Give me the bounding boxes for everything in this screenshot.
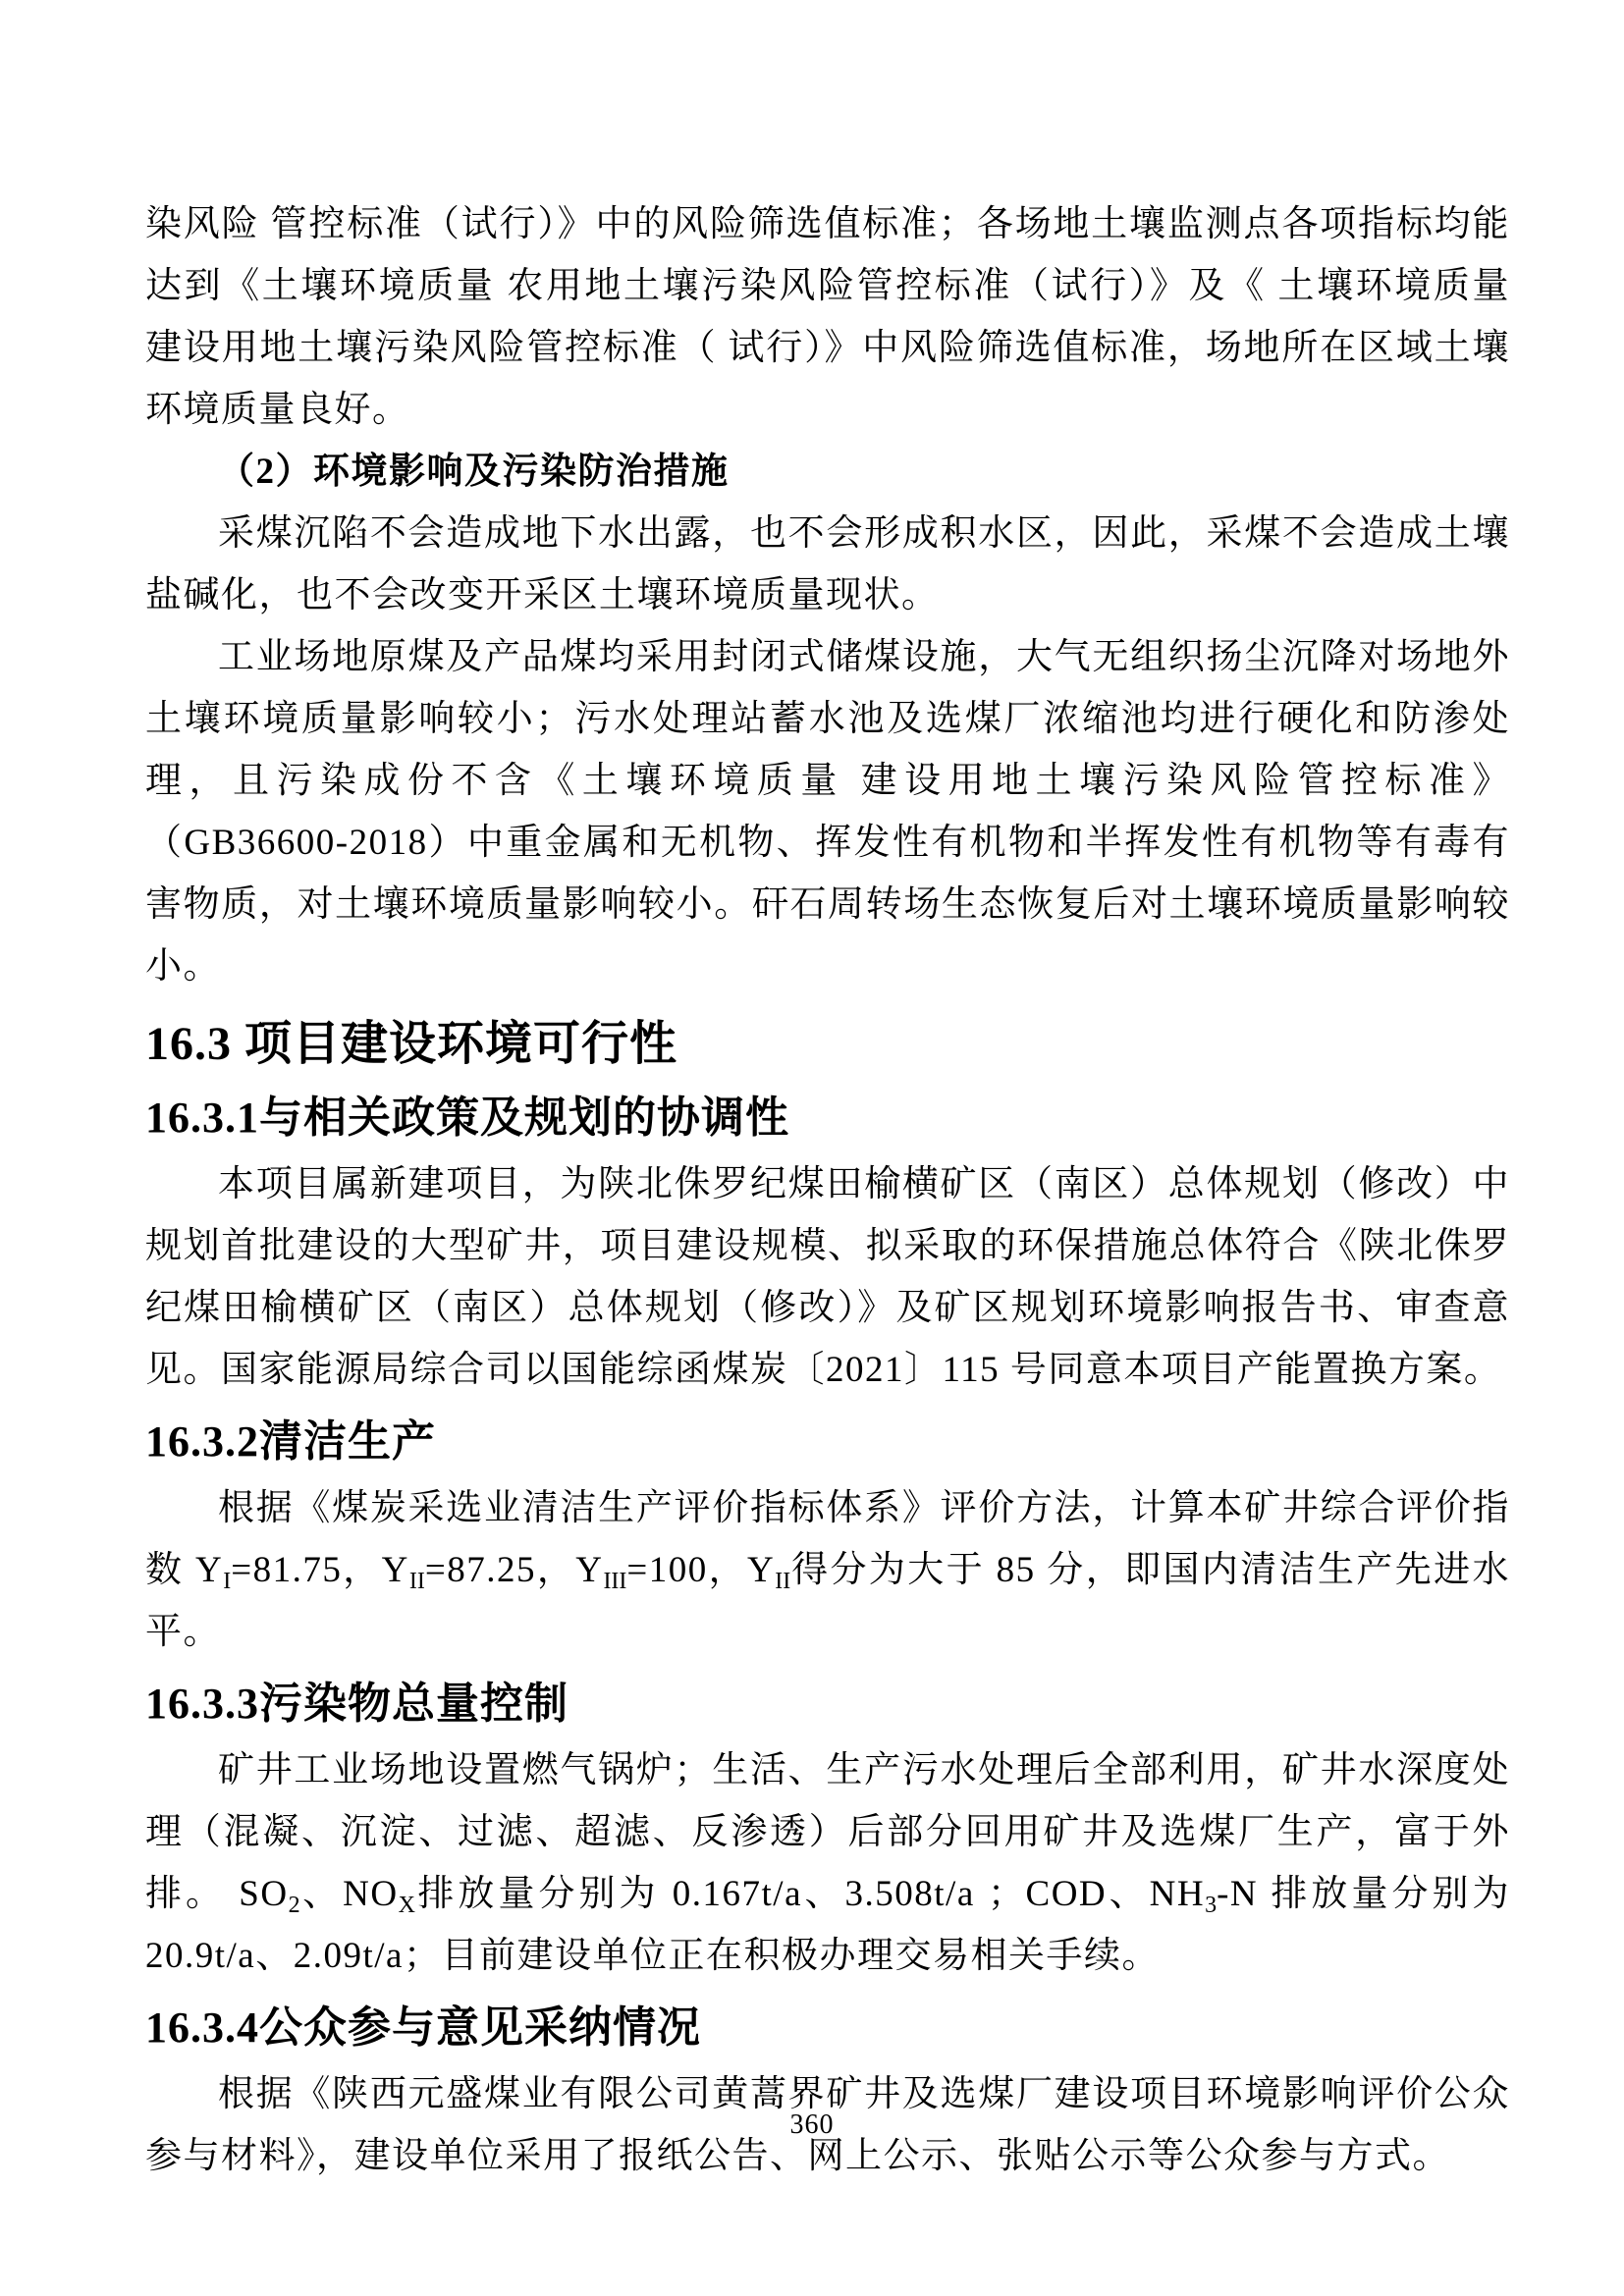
paragraph-clean-production: 根据《煤炭采选业清洁生产评价指标体系》评价方法，计算本矿井综合评价指数 $Y_I=81.75$，$Y_{II}=87.25$，$Y_{III}=100$，$Y_{II}$得分为大于 85 分，即国内清洁生产先进水平。 — [145, 1488, 1510, 1652]
page-number: 360 — [789, 2109, 835, 2140]
paragraph-pollutant-total-control: 矿井工业场地设置燃气锅炉；生活、生产污水处理后全部利用，矿井水深度处理（混凝、沉淀、过滤、超滤、反渗透）后部分回用矿井及选煤厂生产，富于外排。 $SO_2$、$NO_X$排放量分别为 0.167t/a、3.508t/a ；COD、$NH_3-N$ 排放量分别为 20.9t/a、2.09t/a；目前建设单位正在积极办理交易相关手续。 — [145, 1750, 1510, 1976]
paragraph-industrial-site-dust: 工业场地原煤及产品煤均采用封闭式储煤设施，大气无组织扬尘沉降对场地外土壤环境质量影响较小；污水处理站蓄水池及选煤厂浓缩池均进行硬化和防渗处理，且污染成份不含《土壤环境质量 建设用地土壤污染风险管控标准》（GB36600-2018）中重金属和无机物、挥发性有机物和半挥发性有机物等有毒有害物质，对土壤环境质量影响较小。矸石周转场生态恢复后对土壤环境质量影响较小。 — [145, 637, 1510, 987]
heading-16-3-1-policy-coordination: 16.3.1与相关政策及规划的协调性 — [145, 1094, 789, 1142]
heading-16-3-4-public-participation: 16.3.4公众参与意见采纳情况 — [145, 2003, 701, 2052]
heading-16-3-project-feasibility: 16.3 项目建设环境可行性 — [145, 1018, 678, 1070]
paragraph-coal-subsidence: 采煤沉陷不会造成地下水出露，也不会形成积水区，因此，采煤不会造成土壤盐碱化，也不会改变开采区土壤环境质量现状。 — [145, 513, 1510, 615]
paragraph-policy-coordination: 本项目属新建项目，为陕北侏罗纪煤田榆横矿区（南区）总体规划（修改）中规划首批建设的大型矿井，项目建设规模、拟采取的环保措施总体符合《陕北侏罗纪煤田榆横矿区（南区）总体规划（修改）》及矿区规划环境影响报告书、审查意见。国家能源局综合司以国能综函煤炭〔2021〕115 号同意本项目产能置换方案。 — [145, 1164, 1510, 1390]
heading-16-3-3-pollutant-total-control: 16.3.3污染物总量控制 — [145, 1680, 568, 1728]
paragraph-soil-risk-continuation: 染风险 管控标准（试行）》中的风险筛选值标准；各场地土壤监测点各项指标均能达到《土壤环境质量 农用地土壤污染风险管控标准（试行）》及《 土壤环境质量 建设用地土壤污染风险管控标准（ 试行）》中风险筛选值标准，场地所在区域土壤环境质量良好。 — [145, 204, 1510, 430]
paragraph-public-participation: 根据《陕西元盛煤业有限公司黄蒿界矿井及选煤厂建设项目环境影响评价公众参与材料》，建设单位采用了报纸公告、网上公示、张贴公示等公众参与方式。 — [145, 2074, 1510, 2176]
heading-16-3-2-clean-production: 16.3.2清洁生产 — [145, 1417, 436, 1466]
subheading-env-impact-measures: （2）环境影响及污染防治措施 — [218, 452, 730, 492]
